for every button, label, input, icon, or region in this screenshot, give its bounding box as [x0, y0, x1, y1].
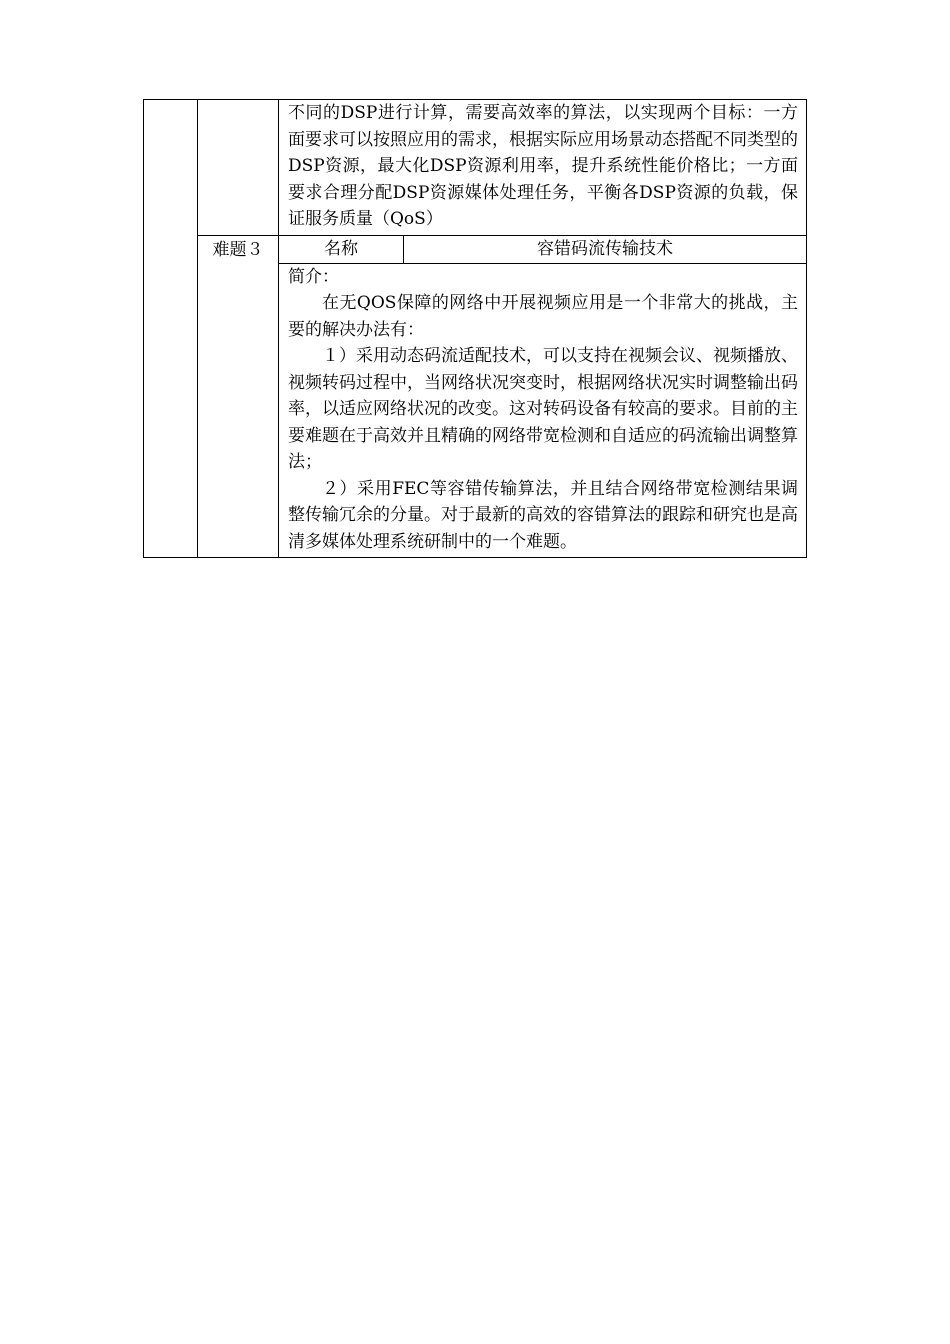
name-label: 名称 — [279, 236, 404, 263]
difficulty-label-cell-empty — [198, 100, 279, 236]
table-row-name — [144, 235, 807, 263]
intro-paragraph: 在无QOS保障的网络中开展视频应用是一个非常大的挑战，主要的解决办法有： — [288, 293, 798, 340]
name-value: 容错码流传输技术 — [537, 238, 673, 259]
difficulty-table — [143, 99, 807, 558]
continued-description-cell — [279, 100, 807, 236]
continued-description-text: 不同的DSP进行计算，需要高效率的算法，以实现两个目标：一方面要求可以按照应用的需求，根据实际应用场景动态搭配不同类型的DSP资源，最大化DSP资源利用率，提升系统性能价格比；一方面要求合理分配DSP资源媒体处理任务，平衡各DSP资源的负载，保证服务质量（QoS） — [288, 103, 798, 229]
name-row-cell — [279, 235, 807, 263]
intro-paragraph: ２）采用FEC等容错传输算法，并且结合网络带宽检测结果调整传输冗余的分量。对于最新的高效的容错算法的跟踪和研究也是高清多媒体处理系统研制中的一个难题。 — [288, 478, 798, 552]
difficulty-label: 难题３ — [198, 235, 279, 558]
category-cell — [144, 100, 198, 558]
intro-paragraph: １）采用动态码流适配技术，可以支持在视频会议、视频播放、视频转码过程中，当网络状况突变时，根据网络状况实时调整输出码率，以适应网络状况的改变。这对转码设备有较高的要求。目前的主要难题在于高效并且精确的网络带宽检测和自适应的码流输出调整算法； — [288, 346, 798, 472]
intro-label: 简介： — [288, 266, 339, 287]
name-subtable — [279, 236, 806, 263]
intro-cell — [279, 263, 807, 558]
table-row-continued — [144, 100, 807, 236]
